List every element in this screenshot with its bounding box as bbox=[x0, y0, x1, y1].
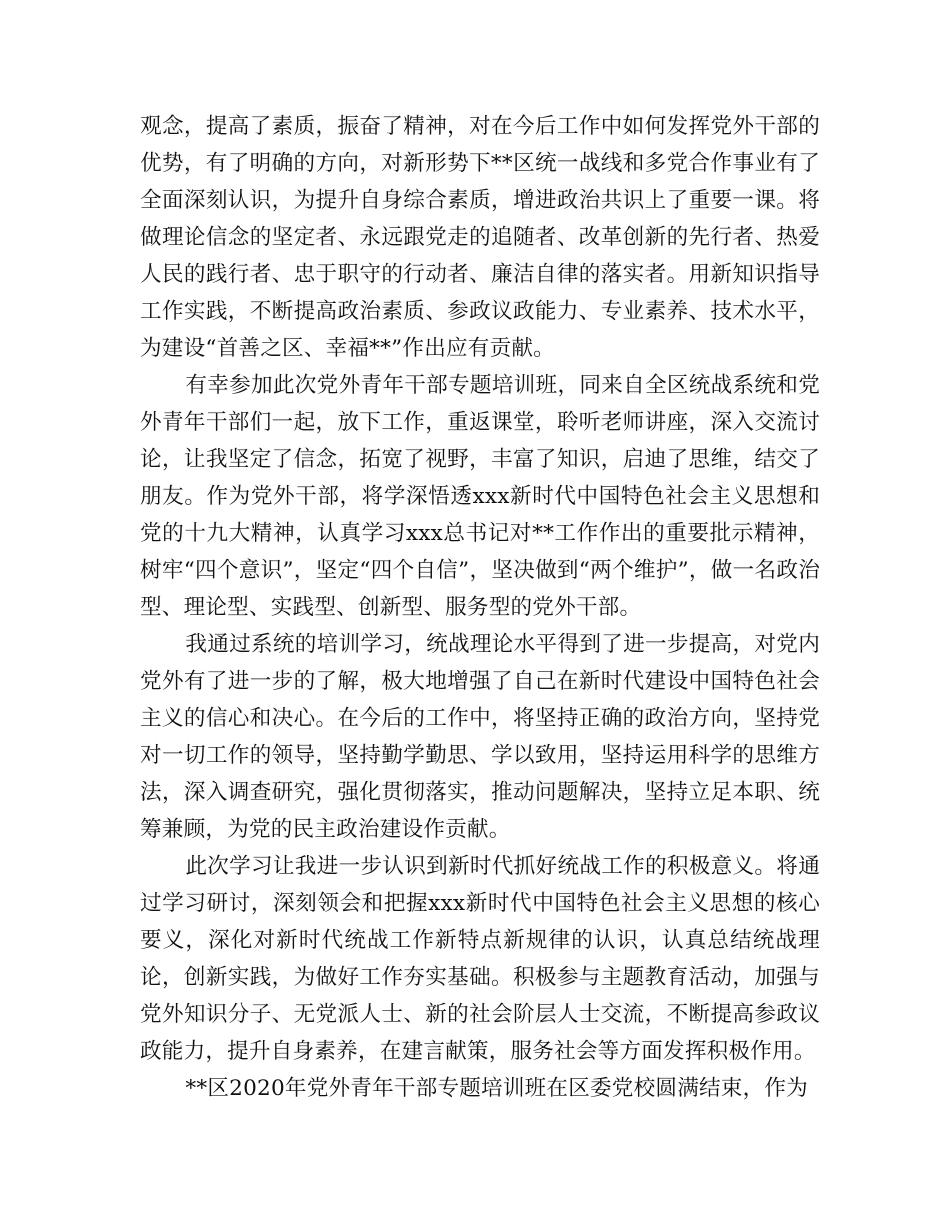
paragraph-closing-start: **区2020年党外青年干部专题培训班在区委党校圆满结束，作为 bbox=[185, 1076, 808, 1101]
paragraph-systematic-study: 我通过系统的培训学习，统战理论水平得到了进一步提高，对党内党外有了进一步的了解，极大地增强了自己在新时代建设中国特色社会主义的信心和决心。在今后的工作中，将坚持正确的政治方向，坚持党对一切工作的领导，坚持勤学勤思、学以致用，坚持运用科学的思维方法，深入调查研究，强化贯彻落实，推动问题解决，坚持立足本职、统筹兼顾，为党的民主政治建设作贡献。 bbox=[140, 632, 820, 842]
paragraph-continuation: 观念，提高了素质，振奋了精神，对在今后工作中如何发挥党外干部的优势，有了明确的方向，对新形势下**区统一战线和多党合作事业有了全面深刻认识，为提升自身综合素质，增进政治共识上了重要一课。将做理论信念的坚定者、永远跟党走的追随者、改革创新的先行者、热爱人民的践行者、忠于职守的行动者、廉洁自律的落实者。用新知识指导工作实践，不断提高政治素质、参政议政能力、专业素养、技术水平，为建设“首善之区、幸福**”作出应有贡献。 bbox=[140, 114, 820, 361]
paragraph-training-class: 有幸参加此次党外青年干部专题培训班，同来自全区统战系统和党外青年干部们一起，放下工作，重返课堂，聆听老师讲座，深入交流讨论，让我坚定了信念，拓宽了视野，丰富了知识，启迪了思维，结交了朋友。作为党外干部，将学深悟透xxx新时代中国特色社会主义思想和党的十九大精神，认真学习xxx总书记对**工作作出的重要批示精神，树牢“四个意识”，坚定“四个自信”，坚决做到“两个维护”，做一名政治型、理论型、实践型、创新型、服务型的党外干部。 bbox=[140, 373, 820, 620]
paragraph-united-front-significance: 此次学习让我进一步认识到新时代抓好统战工作的积极意义。将通过学习研讨，深刻领会和把握xxx新时代中国特色社会主义思想的核心要义，深化对新时代统战工作新特点新规律的认识，认真总结统战理论，创新实践，为做好工作夯实基础。积极参与主题教育活动，加强与党外知识分子、无党派人士、新的社会阶层人士交流，不断提高参政议政能力，提升自身素养，在建言献策，服务社会等方面发挥积极作用。 bbox=[140, 854, 820, 1064]
document-page bbox=[140, 108, 820, 1107]
